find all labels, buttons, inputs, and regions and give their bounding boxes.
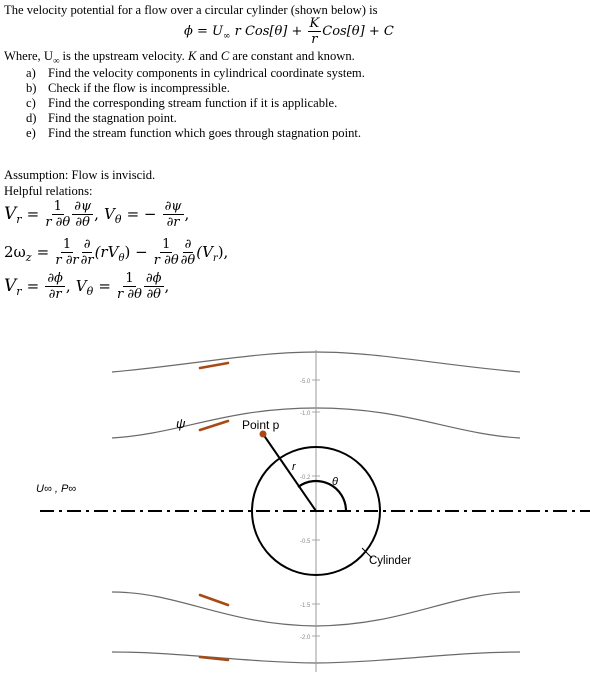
relation-potential: $V_r$ = $\frac{\partial\phi}{\partial r}$ , $V_\theta$ = $\frac{1}{r \partial\theta}$ $\frac{\partial\phi}{\partial\theta}$ , [4,271,170,302]
tick-label: -0.5 [300,539,311,545]
problem-intro: The velocity potential for a flow over a circular cylinder (shown below) is [4,3,378,17]
r-label: r [292,461,296,473]
question-a: a) Find the velocity components in cylindrical coordinate system. [26,66,365,80]
radius-line [263,434,316,511]
velocity-potential-equation: $\phi = U_\infty$ r Cos[θ] + $\frac{K}{r}$ Cos[θ] + C [184,16,394,47]
question-b: b) Check if the flow is incompressible. [26,81,230,95]
cylinder-label: Cylinder [369,555,412,567]
relation-stream-function: $V_r$ = $\frac{1}{r \partial\theta}$ $\frac{\partial\psi}{\partial\theta}$ , $V_\theta$ = − $\frac{\partial\psi}{\partial r}$ , [4,199,190,230]
assumption-text: Assumption: Flow is inviscid. [4,168,156,182]
helpful-relations-heading: Helpful relations: [4,184,93,198]
tick-label: -2.0 [300,635,311,641]
tick-label: -1.0 [300,411,311,417]
question-d: d) Find the stagnation point. [26,111,177,125]
tick-label: -1.5 [300,603,311,609]
psi-label: ψ [176,416,186,431]
freestream-label: U∞ , P∞ [36,483,77,495]
theta-label: θ [332,476,338,488]
question-e: e) Find the stream function which goes through stagnation point. [26,126,362,140]
tick-label: -5.0 [300,379,311,385]
tick-label: -0.2 [300,475,311,481]
point-p-label: Point p [242,418,280,432]
where-line: Where, $U_\infty$ is the upstream velocity. K and C are constant and known. [4,49,355,66]
question-c: c) Find the corresponding stream function if it is applicable. [26,96,338,110]
relation-vorticity: $2\omega_z$ = $\frac{1}{r \partial r}$ $\frac{\partial}{\partial r}$ $(rV_\theta)$ − $\frac{1}{r \partial\theta}$ $\frac{\partial}{\partial\theta}$ $(V_r)$, [4,237,229,268]
